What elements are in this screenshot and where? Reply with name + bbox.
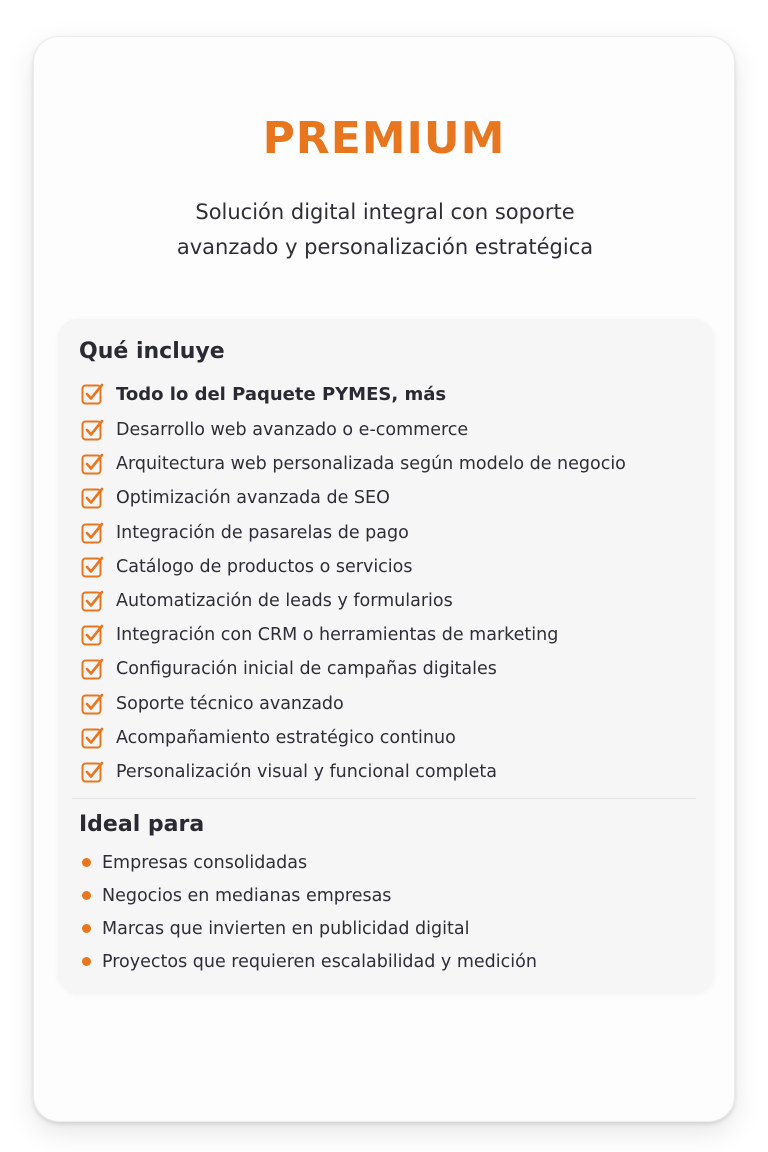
checkbox-check-icon: [80, 485, 106, 511]
include-item: [80, 413, 720, 447]
include-item-label: Personalización visual y funcional completa: [116, 761, 497, 782]
bullet-dot-icon: [82, 858, 91, 867]
include-item-label: Arquitectura web personalizada según modelo de negocio: [116, 454, 626, 475]
include-item: [80, 481, 720, 515]
ideal-item-label: Marcas que invierten en publicidad digital: [102, 918, 470, 939]
include-item: [80, 516, 720, 550]
checkbox-check-icon: [80, 381, 106, 407]
include-item: [80, 584, 720, 618]
checkbox-check-icon: [80, 622, 106, 648]
plan-subtitle-line-1: Solución digital integral con soporte: [195, 200, 575, 224]
bullet-dot-icon: [82, 891, 91, 900]
include-item: [80, 550, 720, 584]
include-item: [80, 375, 720, 413]
include-item-label: Catálogo de productos o servicios: [116, 556, 413, 577]
checkbox-check-icon: [80, 588, 106, 614]
ideal-list: [82, 846, 682, 978]
checkbox-check-icon: [80, 691, 106, 717]
bullet-dot-icon: [82, 924, 91, 933]
checkbox-check-icon: [80, 417, 106, 443]
includes-heading: Qué incluye: [79, 339, 225, 364]
features-panel: [58, 319, 714, 993]
premium-plan-card: [33, 36, 735, 1122]
checkbox-check-icon: [80, 725, 106, 751]
ideal-item: [82, 846, 682, 879]
include-item: [80, 447, 720, 481]
plan-subtitle-line-2: avanzado y personalización estratégica: [176, 235, 594, 259]
include-item-label: Configuración inicial de campañas digitales: [116, 659, 497, 680]
ideal-item-label: Negocios en medianas empresas: [102, 885, 392, 906]
plan-subtitle: [94, 195, 676, 265]
include-item-label: Optimización avanzada de SEO: [116, 488, 390, 509]
include-item: [80, 687, 720, 721]
include-item: [80, 618, 720, 652]
checkbox-check-icon: [80, 451, 106, 477]
include-item-label: Integración con CRM o herramientas de marketing: [116, 625, 559, 646]
include-item-label: Desarrollo web avanzado o e-commerce: [116, 420, 469, 441]
plan-title: PREMIUM: [262, 113, 506, 164]
include-item-label: Integración de pasarelas de pago: [116, 522, 409, 543]
ideal-item: [82, 879, 682, 912]
bullet-dot-icon: [82, 957, 91, 966]
include-item: [80, 755, 720, 789]
checkbox-check-icon: [80, 656, 106, 682]
checkbox-check-icon: [80, 759, 106, 785]
include-item: [80, 652, 720, 686]
checkbox-check-icon: [80, 520, 106, 546]
checkbox-check-icon: [80, 554, 106, 580]
ideal-heading: Ideal para: [79, 812, 205, 837]
ideal-item-label: Empresas consolidadas: [102, 852, 308, 873]
include-item-label: Automatización de leads y formularios: [116, 591, 453, 612]
includes-list: [80, 375, 720, 789]
ideal-item: [82, 912, 682, 945]
section-divider: [72, 798, 696, 799]
include-item: [80, 721, 720, 755]
include-item-label: Soporte técnico avanzado: [116, 693, 344, 714]
ideal-item: [82, 945, 682, 978]
include-item-label: Acompañamiento estratégico continuo: [116, 727, 456, 748]
ideal-item-label: Proyectos que requieren escalabilidad y medición: [102, 951, 537, 972]
include-item-label: Todo lo del Paquete PYMES, más: [116, 383, 447, 405]
